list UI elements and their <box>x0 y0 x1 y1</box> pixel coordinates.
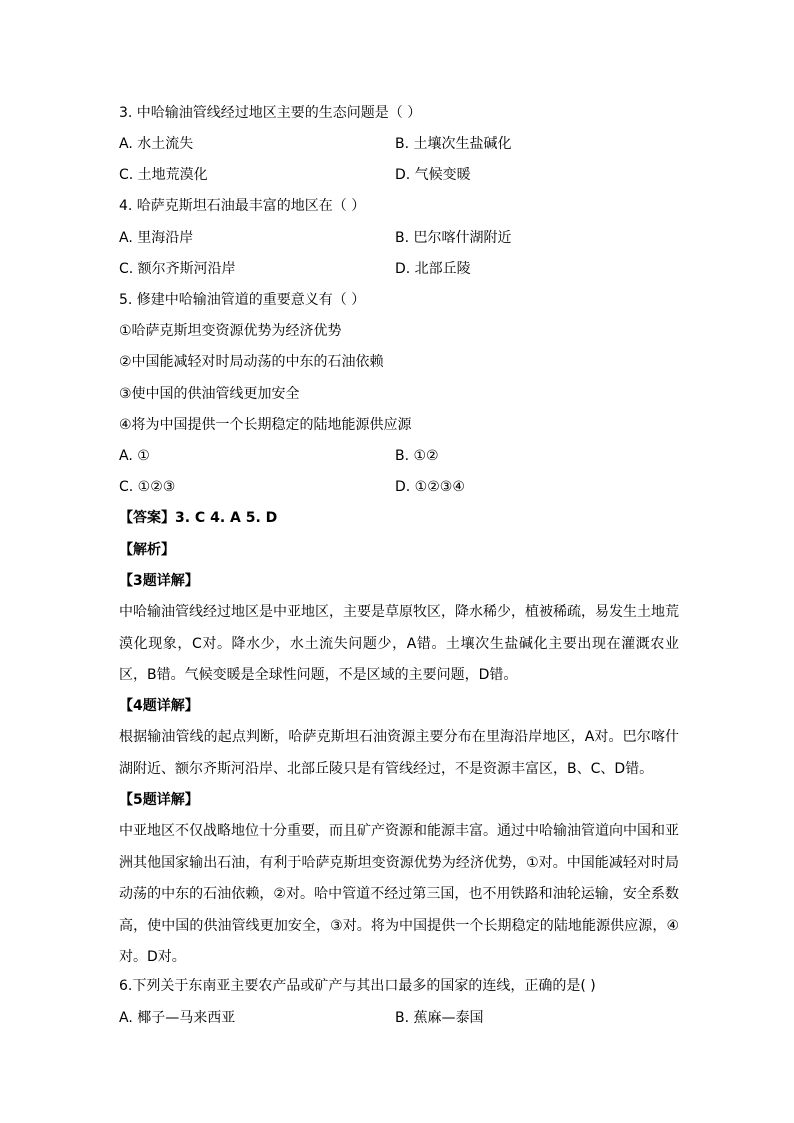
question-4-option-b: B. 巴尔喀什湖附近 <box>395 230 512 246</box>
detail-4-paragraph: 根据输油管线的起点判断，哈萨克斯坦石油资源主要分布在里海沿岸地区，A对。巴尔喀什湖附近、额尔齐斯河沿岸、北部丘陵只是有管线经过，不是资源丰富区，B、C、D错。 <box>119 729 679 777</box>
detail-4-heading: 【4题详解】 <box>119 698 199 714</box>
detail-3-heading: 【3题详解】 <box>119 573 199 589</box>
question-5-item-2: ②中国能减轻对时局动荡的中东的石油依赖 <box>119 354 384 370</box>
detail-5-text <box>119 816 679 974</box>
detail-4-text <box>119 722 679 785</box>
question-6-option-b: B. 蕉麻—泰国 <box>395 1010 484 1026</box>
question-4-stem: 4. 哈萨克斯坦石油最丰富的地区在（ ） <box>119 198 366 214</box>
question-3-option-b: B. 土壤次生盐碱化 <box>395 136 512 152</box>
question-4-option-d: D. 北部丘陵 <box>395 261 471 277</box>
question-5-stem: 5. 修建中哈输油管道的重要意义有（ ） <box>119 292 366 308</box>
question-3-option-a: A. 水土流失 <box>119 136 194 152</box>
question-4-option-a: A. 里海沿岸 <box>119 230 194 246</box>
detail-5-heading: 【5题详解】 <box>119 792 199 808</box>
question-5-item-1: ①哈萨克斯坦变资源优势为经济优势 <box>119 323 342 339</box>
question-5-item-3: ③使中国的供油管线更加安全 <box>119 386 300 402</box>
analysis-label: 【解析】 <box>119 542 175 558</box>
question-4-option-c: C. 额尔齐斯河沿岸 <box>119 261 236 277</box>
detail-3-paragraph: 中哈输油管线经过地区是中亚地区，主要是草原牧区，降水稀少，植被稀疏，易发生土地荒漠化现象，C对。降水少，水土流失问题少，A错。土壤次生盐碱化主要出现在灌溉农业区，B错。气候变暖是全球性问题，不是区域的主要问题，D错。 <box>119 604 679 683</box>
question-3-option-c: C. 土地荒漠化 <box>119 167 208 183</box>
question-3-option-d: D. 气候变暖 <box>395 167 471 183</box>
question-5-option-d: D. ①②③④ <box>395 479 465 495</box>
question-5-option-a: A. ① <box>119 448 150 464</box>
answer-line: 【答案】3. C 4. A 5. D <box>119 510 278 526</box>
detail-5-paragraph: 中亚地区不仅战略地位十分重要，而且矿产资源和能源丰富。通过中哈输油管道向中国和亚洲其他国家输出石油，有利于哈萨克斯坦变资源优势为经济优势，①对。中国能减轻对时局动荡的中东的石油依赖，②对。哈中管道不经过第三国，也不用铁路和油轮运输，安全系数高，使中国的供油管线更加安全，③对。将为中国提供一个长期稳定的陆地能源供应源，④对。D对。 <box>119 823 679 965</box>
question-6-stem: 6.下列关于东南亚主要农产品或矿产与其出口最多的国家的连线，正确的是( ) <box>119 978 596 994</box>
question-3-stem: 3. 中哈输油管线经过地区主要的生态问题是（ ） <box>119 105 422 121</box>
question-5-option-b: B. ①② <box>395 448 439 464</box>
question-5-item-4: ④将为中国提供一个长期稳定的陆地能源供应源 <box>119 417 412 433</box>
question-6-option-a: A. 椰子—马来西亚 <box>119 1010 236 1026</box>
question-5-option-c: C. ①②③ <box>119 479 176 495</box>
detail-3-text <box>119 597 679 692</box>
